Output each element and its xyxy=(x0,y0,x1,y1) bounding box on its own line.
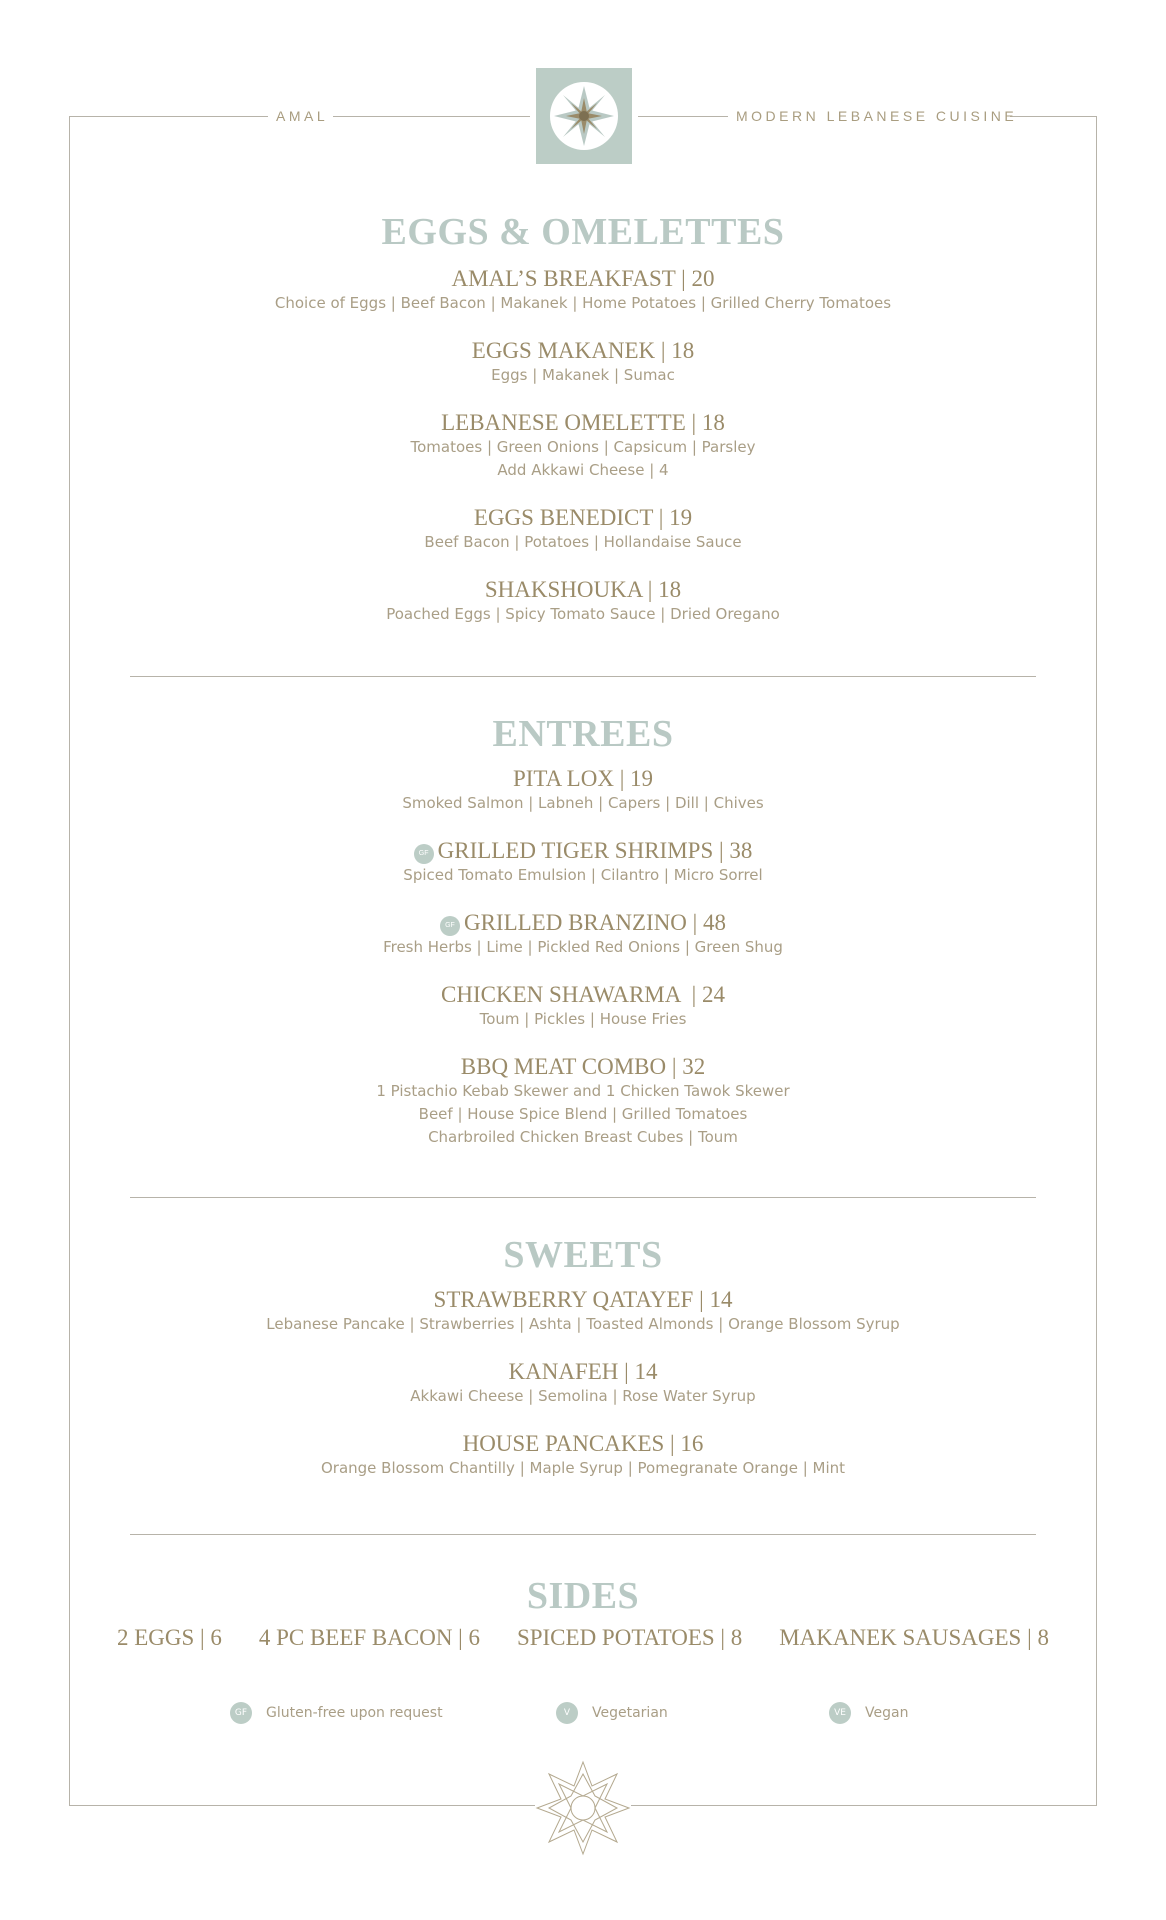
vegetarian-badge-icon: V xyxy=(556,1702,578,1724)
item-name: EGGS MAKANEK | 18 xyxy=(471,338,695,363)
star-ornament-icon xyxy=(535,1760,631,1856)
gluten-free-badge-icon: GF xyxy=(440,916,460,936)
section-title: ENTREES xyxy=(492,713,674,755)
item-description: Add Akkawi Cheese | 4 xyxy=(497,461,669,479)
item-name: GRILLED BRANZINO | 48 xyxy=(463,910,727,935)
brand-name: AMAL xyxy=(276,108,329,124)
item-description: Lebanese Pancake | Strawberries | Ashta | Toasted Almonds | Orange Blossom Syrup xyxy=(266,1315,900,1333)
section-title: SIDES xyxy=(526,1575,640,1617)
menu-item xyxy=(130,505,1036,554)
item-description: Beef Bacon | Potatoes | Hollandaise Sauce xyxy=(424,533,742,551)
menu-item xyxy=(130,1287,1036,1336)
item-description: Spiced Tomato Emulsion | Cilantro | Micro Sorrel xyxy=(403,866,763,884)
item-name: AMAL’S BREAKFAST | 20 xyxy=(451,266,715,291)
bottom-ornament xyxy=(535,1760,631,1856)
item-name: LEBANESE OMELETTE | 18 xyxy=(441,410,725,435)
item-description: Tomatoes | Green Onions | Capsicum | Parsley xyxy=(410,438,756,456)
item-name: GRILLED TIGER SHRIMPS | 38 xyxy=(437,838,753,863)
gluten-free-badge-icon: GF xyxy=(230,1702,252,1724)
menu-item xyxy=(130,410,1036,482)
menu-item xyxy=(130,338,1036,387)
section-entrees xyxy=(130,712,1036,1149)
rosette-logo-icon xyxy=(536,68,632,164)
item-description: 1 Pistachio Kebab Skewer and 1 Chicken Tawok Skewer xyxy=(376,1082,790,1100)
section-divider xyxy=(130,1197,1036,1198)
section-eggs-omelettes xyxy=(130,210,1036,626)
item-name: STRAWBERRY QATAYEF | 14 xyxy=(433,1287,733,1312)
menu-item xyxy=(130,1431,1036,1480)
menu-item xyxy=(130,1054,1036,1149)
item-description: Smoked Salmon | Labneh | Capers | Dill | Chives xyxy=(402,794,764,812)
item-description: Orange Blossom Chantilly | Maple Syrup | Pomegranate Orange | Mint xyxy=(320,1459,846,1477)
section-divider xyxy=(130,676,1036,677)
menu-item xyxy=(130,266,1036,315)
side-item: MAKANEK SAUSAGES | 8 xyxy=(779,1625,1049,1650)
menu-item xyxy=(130,766,1036,815)
item-name: EGGS BENEDICT | 19 xyxy=(473,505,693,530)
item-name: CHICKEN SHAWARMA | 24 xyxy=(441,982,725,1007)
gluten-free-badge-icon: GF xyxy=(414,844,434,864)
item-name-with-badge xyxy=(130,910,1036,936)
section-divider xyxy=(130,1534,1036,1535)
section-sides xyxy=(130,1574,1036,1618)
section-title: SWEETS xyxy=(503,1234,663,1276)
section-sweets xyxy=(130,1233,1036,1480)
item-name: KANAFEH | 14 xyxy=(508,1359,658,1384)
item-description: Choice of Eggs | Beef Bacon | Makanek | Home Potatoes | Grilled Cherry Tomatoes xyxy=(274,294,892,312)
legend-label: Gluten-free upon request xyxy=(266,1705,443,1721)
item-name: PITA LOX | 19 xyxy=(512,766,654,791)
item-description: Poached Eggs | Spicy Tomato Sauce | Dried Oregano xyxy=(386,605,780,623)
item-description: Charbroiled Chicken Breast Cubes | Toum xyxy=(428,1128,738,1146)
side-item: 4 PC BEEF BACON | 6 xyxy=(258,1625,481,1650)
legend-label: Vegan xyxy=(865,1705,909,1721)
brand-tagline: MODERN LEBANESE CUISINE xyxy=(736,108,1018,124)
item-description: Fresh Herbs | Lime | Pickled Red Onions | Green Shug xyxy=(383,938,783,956)
legend-vegetarian xyxy=(556,1702,668,1724)
legend-label: Vegetarian xyxy=(592,1705,668,1721)
item-name: BBQ MEAT COMBO | 32 xyxy=(460,1054,706,1079)
section-title: EGGS & OMELETTES xyxy=(381,211,785,253)
legend-vegan xyxy=(829,1702,908,1724)
menu-item xyxy=(130,838,1036,887)
item-name-with-badge xyxy=(130,838,1036,864)
menu-item xyxy=(130,982,1036,1031)
item-name: SHAKSHOUKA | 18 xyxy=(484,577,682,602)
menu-item xyxy=(130,1359,1036,1408)
item-description: Eggs | Makanek | Sumac xyxy=(491,366,675,384)
menu-item xyxy=(130,910,1036,959)
logo xyxy=(536,68,632,164)
legend-gluten-free xyxy=(230,1702,443,1724)
side-item: 2 EGGS | 6 xyxy=(117,1625,222,1650)
item-description: Akkawi Cheese | Semolina | Rose Water Syrup xyxy=(410,1387,756,1405)
item-description: Beef | House Spice Blend | Grilled Tomatoes xyxy=(418,1105,748,1123)
side-item: SPICED POTATOES | 8 xyxy=(516,1625,743,1650)
item-description: Toum | Pickles | House Fries xyxy=(479,1010,687,1028)
item-name: HOUSE PANCAKES | 16 xyxy=(462,1431,704,1456)
sides-list xyxy=(117,1624,1049,1652)
menu-item xyxy=(130,577,1036,626)
vegan-badge-icon: VE xyxy=(829,1702,851,1724)
